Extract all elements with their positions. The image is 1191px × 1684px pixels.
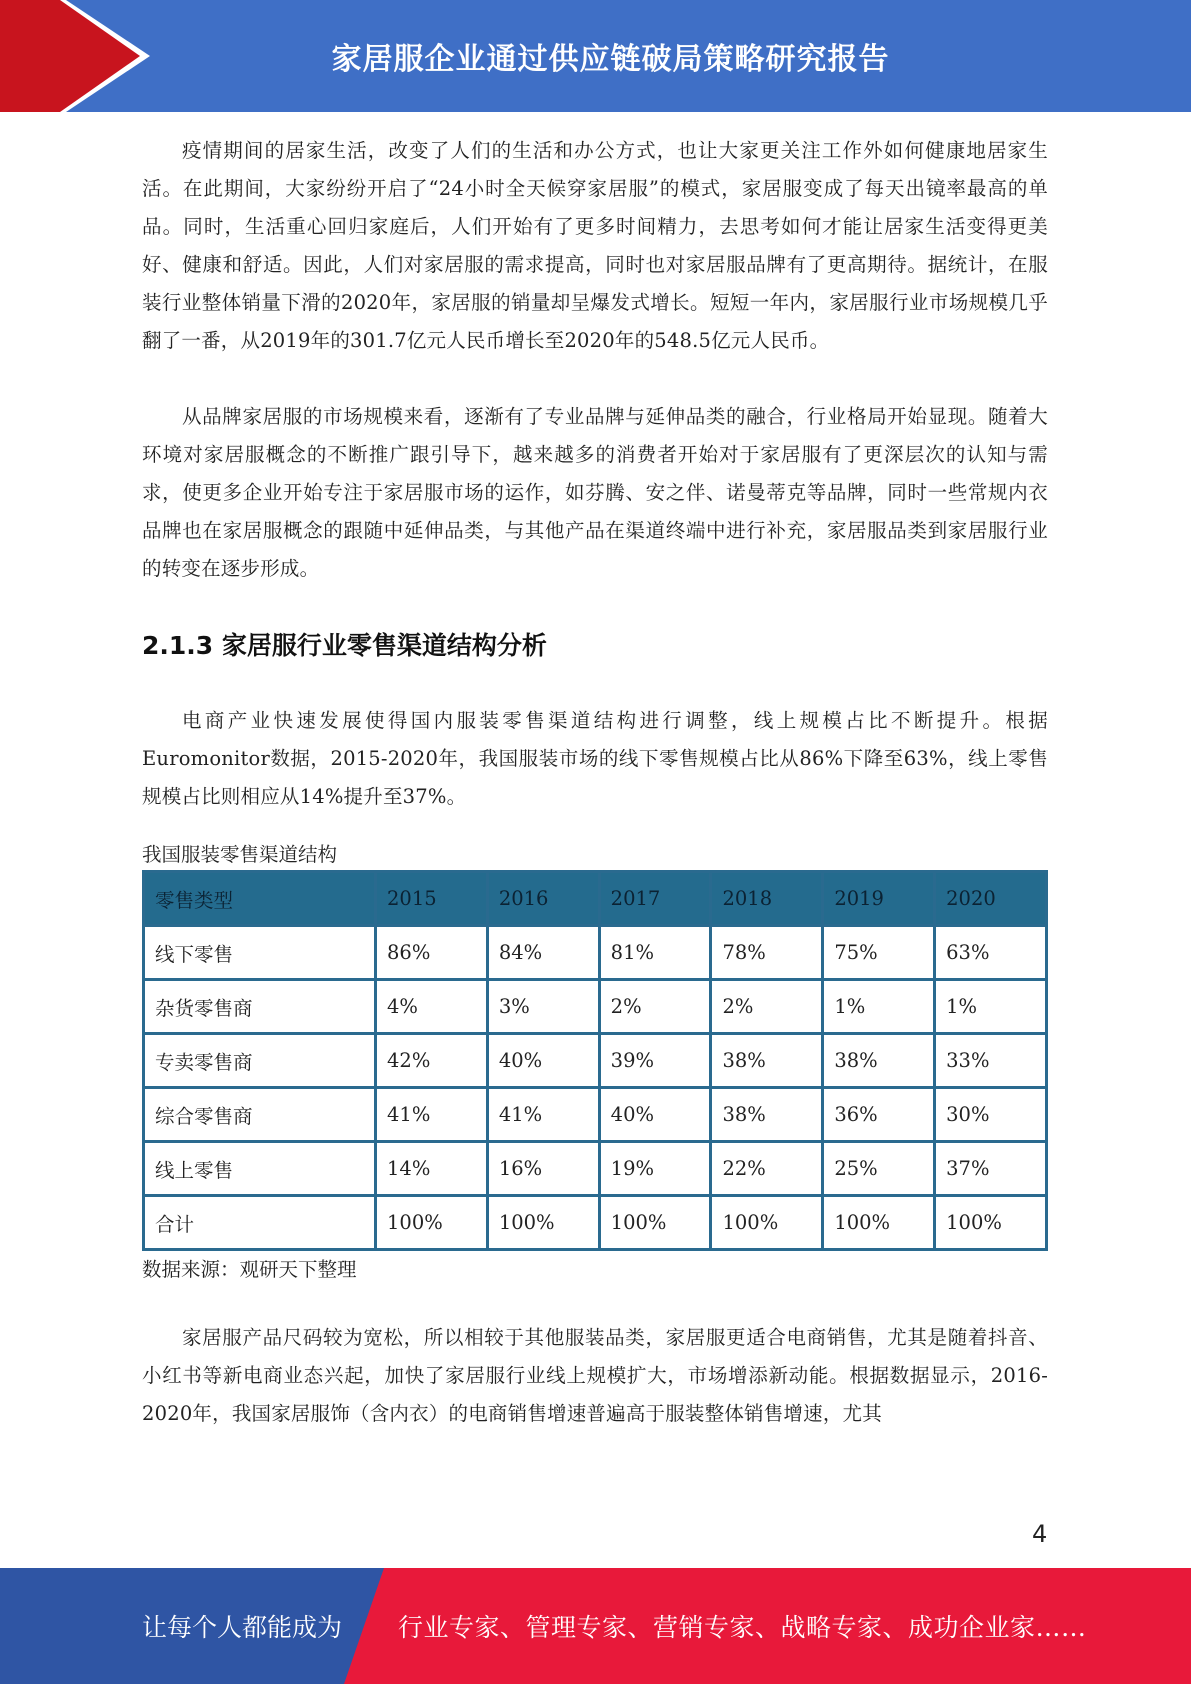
table-caption: 我国服装零售渠道结构 bbox=[142, 843, 338, 866]
table-cell: 41% bbox=[376, 1088, 488, 1142]
table-cell: 2% bbox=[711, 980, 823, 1034]
table-cell: 14% bbox=[376, 1142, 488, 1196]
table-header-cell: 2020 bbox=[935, 872, 1047, 926]
table-cell: 100% bbox=[376, 1196, 488, 1250]
table-cell: 38% bbox=[711, 1034, 823, 1088]
table-header-cell: 2015 bbox=[376, 872, 488, 926]
table-header-cell: 零售类型 bbox=[144, 872, 376, 926]
page-footer bbox=[0, 1568, 1191, 1684]
table-cell: 40% bbox=[487, 1034, 599, 1088]
table-cell: 杂货零售商 bbox=[144, 980, 376, 1034]
paragraph-2: 从品牌家居服的市场规模来看，逐渐有了专业品牌与延伸品类的融合，行业格局开始显现。随着大环境对家居服概念的不断推广跟引导下，越来越多的消费者开始对于家居服有了更深层次的认知与需求，使更多企业开始专注于家居服市场的运作，如芬腾、安之伴、诺曼蒂克等品牌，同时一些常规内衣品牌也在家居服概念的跟随中延伸品类，与其他产品在渠道终端中进行补充，家居服品类到家居服行业的转变在逐步形成。 bbox=[142, 405, 1048, 580]
footer-slogan-right: 行业专家、管理专家、营销专家、战略专家、成功企业家…… bbox=[398, 1613, 1087, 1642]
table-cell: 100% bbox=[711, 1196, 823, 1250]
table-cell: 41% bbox=[487, 1088, 599, 1142]
table-source-note: 数据来源：观研天下整理 bbox=[142, 1258, 357, 1281]
document-body bbox=[142, 132, 1048, 1433]
table-row bbox=[144, 1034, 1047, 1088]
table-cell: 1% bbox=[935, 980, 1047, 1034]
table-cell: 线下零售 bbox=[144, 926, 376, 980]
table-row bbox=[144, 1088, 1047, 1142]
table-row bbox=[144, 926, 1047, 980]
table-cell: 75% bbox=[823, 926, 935, 980]
table-cell: 40% bbox=[599, 1088, 711, 1142]
table-cell: 36% bbox=[823, 1088, 935, 1142]
paragraph-3: 电商产业快速发展使得国内服装零售渠道结构进行调整，线上规模占比不断提升。根据Euromonitor数据，2015-2020年，我国服装市场的线下零售规模占比从86%下降至63%，线上零售规模占比则相应从14%提升至37%。 bbox=[142, 709, 1048, 808]
table-cell: 86% bbox=[376, 926, 488, 980]
table-cell: 78% bbox=[711, 926, 823, 980]
table-row bbox=[144, 1142, 1047, 1196]
table-header-cell: 2016 bbox=[487, 872, 599, 926]
table-cell: 84% bbox=[487, 926, 599, 980]
table-cell: 81% bbox=[599, 926, 711, 980]
table-cell: 100% bbox=[935, 1196, 1047, 1250]
table-cell: 25% bbox=[823, 1142, 935, 1196]
table-cell: 专卖零售商 bbox=[144, 1034, 376, 1088]
table-cell: 42% bbox=[376, 1034, 488, 1088]
header-title: 家居服企业通过供应链破局策略研究报告 bbox=[331, 42, 890, 77]
page-number: 4 bbox=[1032, 1520, 1048, 1548]
section-heading: 2.1.3 家居服行业零售渠道结构分析 bbox=[142, 631, 547, 660]
table-cell: 综合零售商 bbox=[144, 1088, 376, 1142]
table-header-cell: 2019 bbox=[823, 872, 935, 926]
table-cell: 线上零售 bbox=[144, 1142, 376, 1196]
table-cell: 39% bbox=[599, 1034, 711, 1088]
table-row bbox=[144, 1196, 1047, 1250]
table-cell: 30% bbox=[935, 1088, 1047, 1142]
table-cell: 37% bbox=[935, 1142, 1047, 1196]
table-cell: 2% bbox=[599, 980, 711, 1034]
table-cell: 3% bbox=[487, 980, 599, 1034]
table-cell: 100% bbox=[487, 1196, 599, 1250]
table-cell: 63% bbox=[935, 926, 1047, 980]
table-cell: 合计 bbox=[144, 1196, 376, 1250]
table-header-row bbox=[144, 872, 1047, 926]
table-cell: 100% bbox=[599, 1196, 711, 1250]
footer-slogan-left: 让每个人都能成为 bbox=[142, 1613, 343, 1642]
retail-channel-table bbox=[142, 870, 1048, 1251]
paragraph-4: 家居服产品尺码较为宽松，所以相较于其他服装品类，家居服更适合电商销售，尤其是随着抖音、小红书等新电商业态兴起，加快了家居服行业线上规模扩大，市场增添新动能。根据数据显示，2016-2020年，我国家居服饰（含内衣）的电商销售增速普遍高于服装整体销售增速，尤其 bbox=[142, 1326, 1048, 1425]
table-cell: 33% bbox=[935, 1034, 1047, 1088]
table-header-cell: 2017 bbox=[599, 872, 711, 926]
table-cell: 38% bbox=[823, 1034, 935, 1088]
table-cell: 38% bbox=[711, 1088, 823, 1142]
table-row bbox=[144, 980, 1047, 1034]
table-cell: 22% bbox=[711, 1142, 823, 1196]
table-cell: 1% bbox=[823, 980, 935, 1034]
table-cell: 16% bbox=[487, 1142, 599, 1196]
table-cell: 100% bbox=[823, 1196, 935, 1250]
table-cell: 4% bbox=[376, 980, 488, 1034]
page-header bbox=[0, 0, 1191, 112]
table-cell: 19% bbox=[599, 1142, 711, 1196]
paragraph-1: 疫情期间的居家生活，改变了人们的生活和办公方式，也让大家更关注工作外如何健康地居家生活。在此期间，大家纷纷开启了“24小时全天候穿家居服”的模式，家居服变成了每天出镜率最高的单品。同时，生活重心回归家庭后，人们开始有了更多时间精力，去思考如何才能让居家生活变得更美好、健康和舒适。因此，人们对家居服的需求提高，同时也对家居服品牌有了更高期待。据统计，在服装行业整体销量下滑的2020年，家居服的销量却呈爆发式增长。短短一年内，家居服行业市场规模几乎翻了一番，从2019年的301.7亿元人民币增长至2020年的548.5亿元人民币。 bbox=[142, 139, 1048, 352]
table-header-cell: 2018 bbox=[711, 872, 823, 926]
